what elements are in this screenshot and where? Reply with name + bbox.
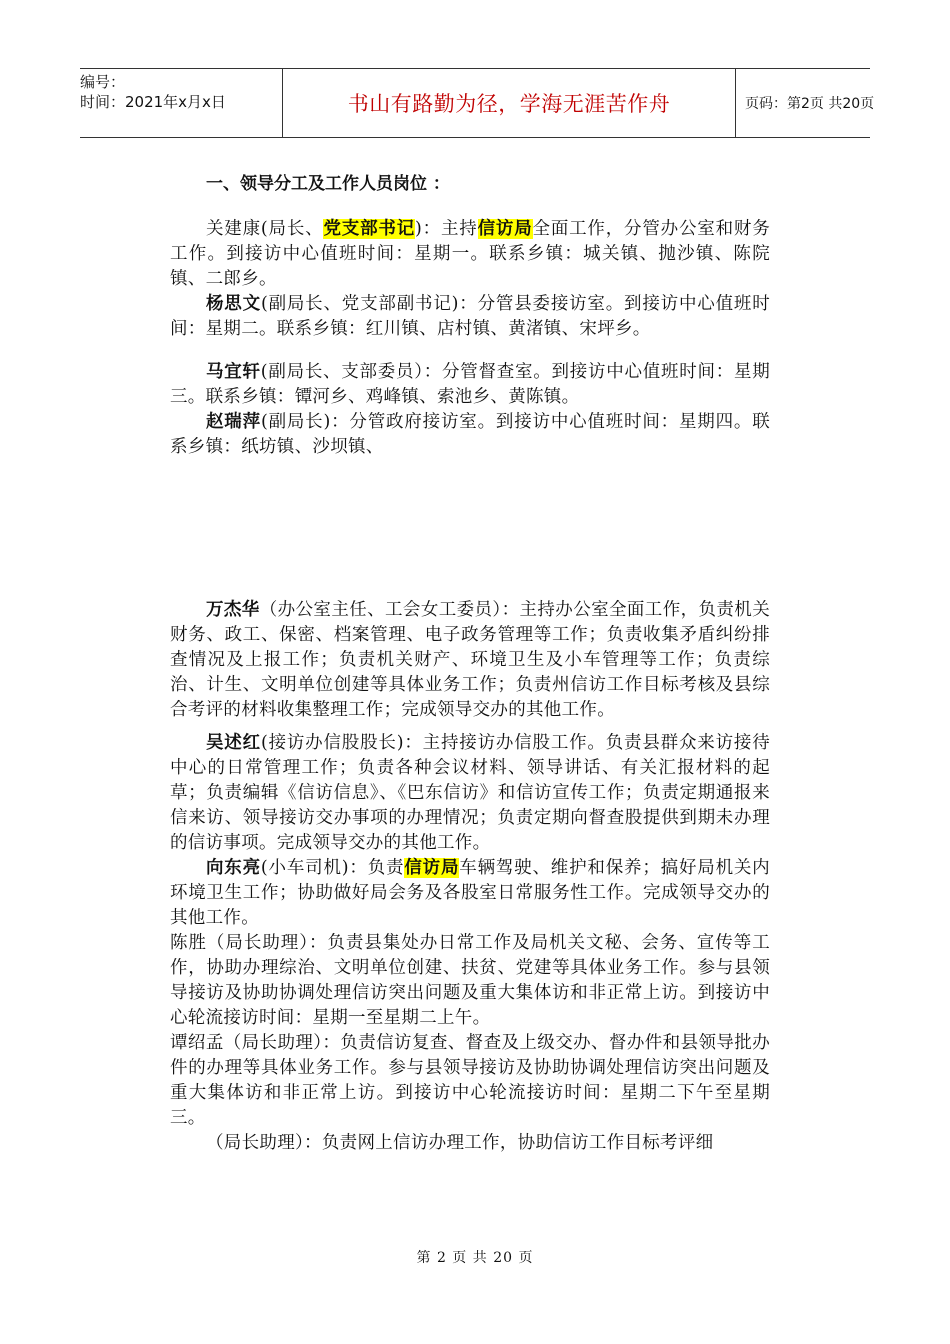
paragraph-wu [170,731,770,856]
person-name: 关建康 [206,219,261,239]
header-meta [80,69,282,140]
section-title: 一、领导分工及工作人员岗位 ： [206,174,450,194]
person-name: 吴述红 [206,733,261,753]
person-name: 向东亮 [206,858,261,878]
document-body [170,172,770,1156]
page-footer: 第 2 页 共 20 页 [416,1250,534,1266]
number-label: 编号： [80,73,126,91]
paragraph-chen: 陈胜（局长助理）：负责县集处办日常工作及局机关文秘、会务、宣传等工作，协助办理综治、文明单位创建、扶贫、党建等具体业务工作。参与县领导接访及协助协调处理信访突出问题及重大集体访和非正常上访。到接访中心轮流接访时间：星期一至星期二上午。 [170,933,770,1028]
person-name: 马宜轩 [206,362,261,382]
paragraph-text: (副局长、支部委员）：分管督查室。到接访中心值班时间：星期三。联系乡镇：镡河乡、鸡峰镇、索池乡、黄陈镇。 [170,362,771,407]
paragraph-text: 全面工作，分管办公室和财务工作。到接访中心值班时间：星期一。联系乡镇：城关镇、抛沙镇、陈院镇、二郎乡。 [170,219,770,289]
time-label: 时间：2021年x月x日 [80,93,226,111]
paragraph-text: (副局长)：分管政府接访室。到接访中心值班时间：星期四。联系乡镇：纸坊镇、沙坝镇、 [170,412,771,457]
paragraph-yang [170,292,770,342]
paragraph-text: (接访办信股股长)：主持接访办信股工作。负责县群众来访接待中心的日常管理工作；负责各种会议材料、领导讲话、有关汇报材料的起草；负责编辑《信访信息》、《巴东信访》和信访宣传工作；负责定期通报来信来访、领导接访交办事项的办理情况；负责定期向督查股提供到期未办理的信访事项。完成领导交办的其他工作。 [170,733,771,853]
person-name: 杨思文 [206,294,261,314]
highlight-text: 信访局 [404,858,460,878]
paragraph-xiang [170,856,770,931]
header-page-info [735,69,880,137]
paragraph-text: (局长、 [260,219,324,239]
paragraph-text: （办公室主任、工会女工委员）：主持办公室全面工作，负责机关财务、政工、保密、档案管理、电子政务管理等工作；负责收集矛盾纠纷排查情况及上报工作；负责机关财产、环境卫生及小车管理等工作；负责综治、计生、文明单位创建等具体业务工作；负责州信访工作目标考核及县综合考评的材料收集整理工作；完成领导交办的其他工作。 [170,600,771,720]
paragraph-text: )：主持 [415,219,478,239]
paragraph-tan: 谭绍孟（局长助理）：负责信访复查、督查及上级交办、督办件和县领导批办件的办理等具体业务工作。参与县领导接访及协助协调处理信访突出问题及重大集体访和非正常上访。到接访中心轮流接访时间：星期二下午至星期三。 [170,1033,770,1128]
paragraph-assistant: （局长助理）：负责网上信访办理工作，协助信访工作目标考评细 [206,1133,714,1153]
page-info: 页码：第2页 共20页 [745,96,875,112]
header-motto-cell [282,69,736,137]
paragraph-zhao [170,410,770,460]
paragraph-text: (副局长、党支部副书记)：分管县委接访室。到接访中心值班时间：星期二。联系乡镇：红川镇、店村镇、黄渚镇、宋坪乡。 [170,294,771,339]
paragraph-wan [170,598,770,723]
motto: 书山有路勤为径，学海无涯苦作舟 [347,92,671,116]
highlight-text: 党支部书记 [323,219,416,239]
person-name: 万杰华 [206,600,260,620]
paragraph-text: 车辆驾驶、维护和保养；搞好局机关内环境卫生工作；协助做好局会务及各股室日常服务性工作。完成领导交办的其他工作。 [170,858,770,928]
person-name: 赵瑞萍 [206,412,261,432]
highlight-text: 信访局 [477,219,533,239]
page-header [80,68,875,138]
paragraph-guan [170,217,770,292]
paragraph-ma [170,360,770,410]
paragraph-text: (小车司机)：负责 [260,858,405,878]
